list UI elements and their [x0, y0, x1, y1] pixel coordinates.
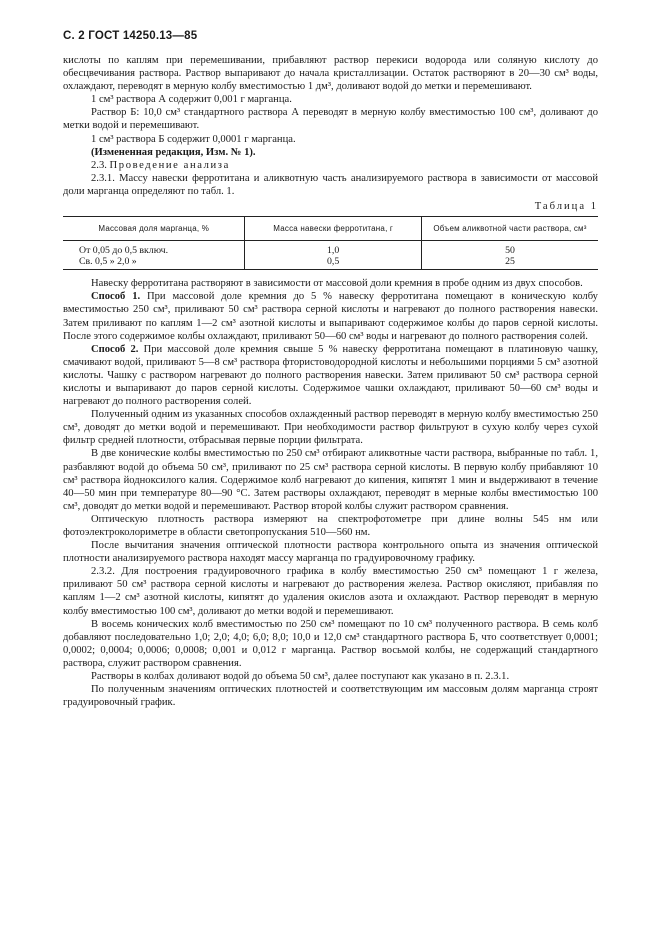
method-text: При массовой доле кремния до 5 % навеску ферротитана помещают в коническую колбу вместимостью 250 см³, приливают 50 см³ раствора серной кислоты и нагревают до полного растворения навески. Затем приливают по каплям 1—2 см³ азотной кислоты и выпаривают содержимое колбы до паров серной кислоты. После этого содержимое колбы охлаждают, приливают 50—60 см³ воды и нагревают до полного растворения солей. [63, 291, 598, 342]
paragraph: Навеску ферротитана растворяют в зависимости от массовой доли кремния в пробе одним из двух способов. [91, 278, 583, 290]
paragraph: 2.3.1. Массу навески ферротитана и аликвотную часть анализируемого раствора в зависимости от массовой доли марганца определяют по табл. 1. [63, 172, 598, 197]
paragraph: В две конические колбы вместимостью по 250 см³ отбирают аликвотные части раствора, выбранные по табл. 1, разбавляют водой до объема 50 см³, приливают по 25 см³ раствора серной кислоты. В первую колбу прибавляют 10 см³ раствора йодноксилого калия. Содержимое колб нагревают до кипения, кипятят 1 мин и выдерживают в течение 40—50 мин при температуре 80—90 °С. Затем растворы охлаждают, переводят в мерные колбы вместимостью 100 см³, доводят до метки водой и перемешивают. Раствор второй колбы служит раствором сравнения. [63, 448, 598, 512]
paragraph: 1 см³ раствора Б содержит 0,0001 г марганца. [91, 133, 296, 145]
column-header: Масса навески ферротитана, г [245, 217, 422, 241]
paragraph [63, 343, 598, 408]
table-cell: 1,0 [245, 241, 422, 257]
paragraph: кислоты по каплям при перемешивании, прибавляют раствор перекиси водорода или соляную кислоту до обесцвечивания раствора. Раствор выпаривают до начала кристаллизации. Остаток растворяют в 20—30 см³ воды, охлаждают, переводят в мерную колбу вместимостью 1 дм³, доливают водой до метки и перемешивают. [63, 55, 598, 93]
table-caption: Таблица 1 [534, 201, 598, 213]
method-text: При массовой доле кремния свыше 5 % навеску ферротитана помещают в платиновую чашку, смачивают водой, приливают 5—8 см³ раствора фтористоводородной кислоты и небольшими порциями 5 см³ азотной кислоты. Чашку с раствором нагревают до полного растворения навески. Затем приливают 50 см³ раствора серной кислоты и выпаривают до паров серной кислоты. Содержимое чашки охлаждают, приливают 50—60 см³ воды и нагревают до полного растворения солей. [63, 343, 598, 408]
section-heading [63, 159, 598, 172]
section-title: Проведение анализа [109, 159, 230, 171]
table-cell: От 0,05 до 0,5 включ. [79, 245, 169, 257]
table-row [63, 241, 598, 257]
column-header: Массовая доля марганца, % [63, 217, 245, 241]
table-cell: Св. 0,5 » 2,0 » [63, 256, 245, 270]
document-body [63, 54, 598, 709]
paragraph: После вычитания значения оптической плотности раствора контрольного опыта из значения оптической плотности анализируемого раствора находят массу марганца по градуировочному графику. [63, 540, 598, 565]
paragraph: Раствор Б: 10,0 см³ стандартного раствора А переводят в мерную колбу вместимостью 100 см³, доливают до метки водой и перемешивают. [63, 107, 598, 132]
paragraph: В восемь конических колб вместимостью по 250 см³ помещают по 10 см³ полученного раствора. В семь колб добавляют последовательно 1,0; 2,0; 4,0; 6,0; 8,0; 10,0 и 12,0 см³ стандартного раствора Б, что соответствует 0,0001; 0,0002; 0,0004; 0,0006; 0,0008; 0,001 и 0,012 г марганца. Раствор восьмой колбы, не содержащий стандартного раствора, служит раствором сравнения. [63, 618, 598, 669]
table-cell: 50 [421, 241, 598, 257]
page-header: С. 2 ГОСТ 14250.13—85 [63, 30, 198, 42]
method-label: Способ 1. [91, 291, 141, 303]
paragraph: 1 см³ раствора А содержит 0,001 г марганца. [91, 94, 292, 106]
table-cell: 25 [421, 256, 598, 270]
table-row [63, 256, 598, 270]
paragraph: 2.3.2. Для построения градуировочного графика в колбу вместимостью 250 см³ помещают 1 г железа, приливают 50 см³ раствора серной кислоты и нагревают до растворения железа. Раствор окисляют, прибавляя по каплям 1—2 см³ азотной кислоты, кипятят до удаления окислов азота и охлаждают. Раствор переводят в мерную колбу вместимостью 100 см³, доливают до метки водой и перемешивают. [63, 566, 598, 617]
paragraph: Оптическую плотность раствора измеряют на спектрофотометре при длине волны 545 нм или фотоэлектроколориметре в области светопропускания 510—560 нм. [63, 513, 598, 538]
column-header: Объем аликвотной части раствора, см³ [421, 217, 598, 241]
method-label: Способ 2. [91, 343, 139, 355]
table-cell: 0,5 [245, 256, 422, 270]
amendment-note: (Измененная редакция, Изм. № 1). [91, 146, 256, 158]
section-number: 2.3. [91, 159, 107, 171]
paragraph [63, 290, 598, 342]
paragraph: По полученным значениям оптических плотностей и соответствующим им массовым долям марганца строят градуировочный график. [63, 684, 598, 709]
table-header-row [63, 217, 598, 241]
data-table [63, 216, 598, 270]
paragraph: Растворы в колбах доливают водой до объема 50 см³, далее поступают как указано в п. 2.3.1. [91, 671, 510, 683]
paragraph: Полученный одним из указанных способов охлажденный раствор переводят в мерную колбу вместимостью 250 см³, доводят до метки водой и перемешивают. При необходимости раствор фильтруют в сухую колбу через сухой фильтр средней плотности, отбрасывая первые порции фильтрата. [63, 409, 598, 447]
